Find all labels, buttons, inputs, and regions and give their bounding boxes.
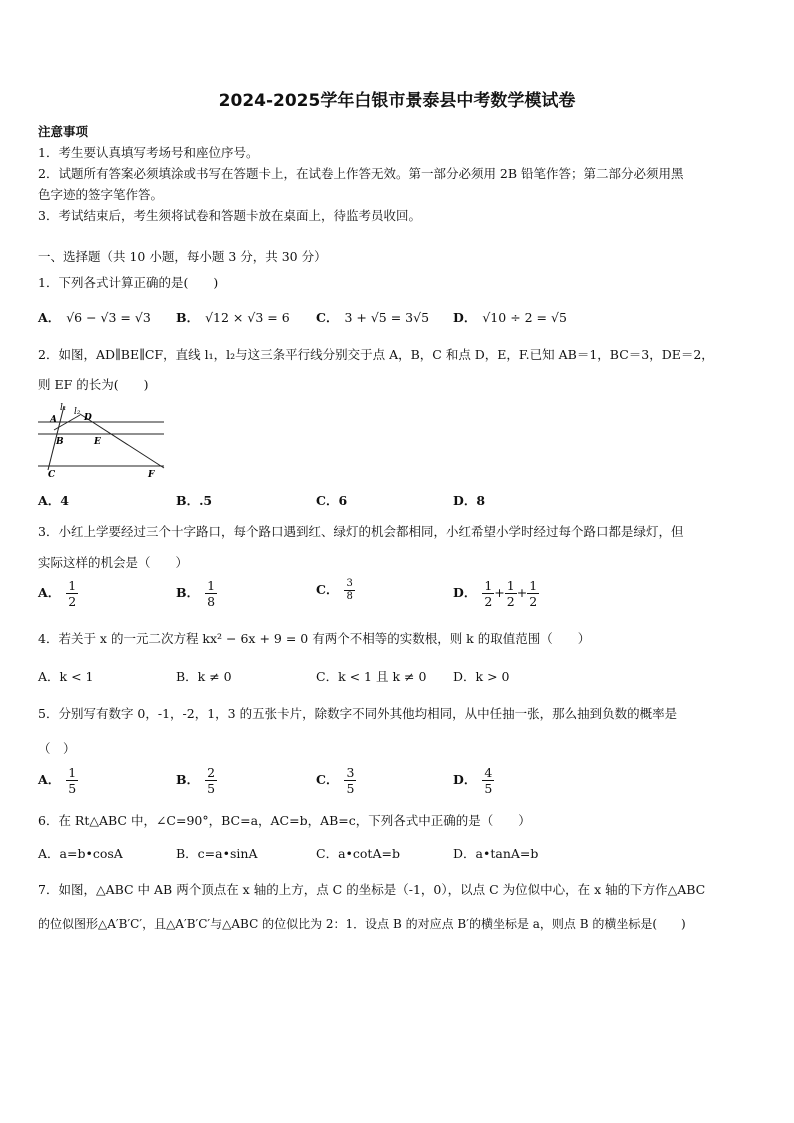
option-label: C． (316, 582, 339, 597)
label-l1: l₁ (60, 403, 67, 413)
q6-stem: 6．在 Rt△ABC 中，∠C=90°，BC=a，AC=b，AB=c，下列各式中正确的是（ ） (38, 813, 531, 828)
fraction (66, 765, 78, 796)
numerator: 3 (346, 578, 353, 589)
numerator: 1 (529, 578, 538, 593)
plus-sign: + (494, 585, 505, 600)
numerator: 1 (68, 765, 77, 780)
option-label: A． (38, 310, 61, 325)
denominator: 8 (207, 594, 216, 609)
q2-stem: 2．如图，AD∥BE∥CF，直线 l₁，l₂与这三条平行线分别交于点 A，B，C 和点 D，E，F.已知 AB＝1，BC＝3，DE＝2， (38, 347, 714, 362)
option-label: D． (453, 585, 477, 600)
notice-item: 2．试题所有答案必须填涂或书写在答题卡上，在试卷上作答无效。第一部分必须用 2B 铅笔作答；第二部分必须用黑 (38, 166, 684, 181)
option-label: B． (176, 310, 200, 325)
label-l2: l₂ (74, 407, 81, 417)
q5-stem: （ ） (38, 741, 76, 756)
option-label: D． (453, 310, 477, 325)
q2-stem: 则 EF 的长为( ) (38, 377, 149, 392)
fraction (482, 578, 494, 609)
q2-option-d[interactable]: D．8 (453, 493, 486, 508)
fraction (344, 578, 354, 603)
q1-stem: 1．下列各式计算正确的是( ) (38, 275, 219, 290)
q4-stem: 4．若关于 x 的一元二次方程 kx² − 6x + 9 = 0 有两个不相等的实数根，则 k 的取值范围（ ） (38, 631, 591, 646)
label-c: C (48, 470, 56, 480)
option-label: B． (176, 585, 200, 600)
q3-stem: 实际这样的机会是（ ） (38, 555, 189, 570)
option-label: B． (176, 772, 200, 787)
denominator: 5 (68, 781, 77, 796)
option-label: A． (38, 585, 61, 600)
q2-option-a[interactable]: A．4 (38, 493, 69, 508)
numerator: 3 (346, 765, 355, 780)
q1-option-a[interactable] (38, 308, 151, 326)
q5-stem: 5．分别写有数字 0，-1，-2，1，3 的五张卡片，除数字不同外其他均相同，从中任抽一张，那么抽到负数的概率是 (38, 706, 678, 721)
option-label: C． (316, 310, 339, 325)
q1-option-d[interactable] (453, 308, 567, 326)
denominator: 5 (207, 781, 216, 796)
q5-option-d[interactable] (453, 765, 494, 796)
label-a: A (50, 415, 57, 425)
q5-option-a[interactable] (38, 765, 78, 796)
numerator: 2 (207, 765, 216, 780)
q5-option-b[interactable] (176, 765, 217, 796)
q4-option-a[interactable]: A．k < 1 (38, 669, 94, 684)
q7-stem: 的位似图形△A′B′C′，且△A′B′C′与△ABC 的位似比为 2：1．设点 B 的对应点 B′的横坐标是 a，则点 B 的横坐标是( ) (38, 917, 686, 931)
label-d: D (84, 413, 92, 423)
notice-item: 色字迹的签字笔作答。 (38, 187, 164, 202)
denominator: 2 (506, 594, 515, 609)
q6-option-c[interactable]: C．a•cotA=b (316, 846, 400, 861)
q3-option-b[interactable] (176, 578, 217, 609)
denominator: 8 (346, 591, 353, 602)
page-title: 2024-2025学年白银市景泰县中考数学模试卷 (218, 91, 576, 111)
numerator: 1 (68, 578, 77, 593)
q3-stem: 3．小红上学要经过三个十字路口，每个路口遇到红、绿灯的机会都相同，小红希望小学时经过每个路口都是绿灯，但 (38, 524, 684, 539)
q4-option-d[interactable]: D．k > 0 (453, 669, 510, 684)
q6-option-d[interactable]: D．a•tanA=b (453, 846, 539, 861)
fraction (66, 578, 78, 609)
numerator: 1 (506, 578, 515, 593)
q7-stem: 7．如图，△ABC 中 AB 两个顶点在 x 轴的上方，点 C 的坐标是（-1，0），以点 C 为位似中心，在 x 轴的下方作△ABC (38, 882, 706, 897)
label-b: B (56, 437, 64, 447)
q3-option-d[interactable] (453, 578, 539, 609)
option-expr: √12 × √3 = 6 (205, 310, 290, 325)
section-heading: 一、选择题（共 10 小题，每小题 3 分，共 30 分） (38, 249, 327, 264)
q6-option-b[interactable]: B．c=a•sinA (176, 846, 258, 861)
fraction (205, 765, 217, 796)
fraction (344, 765, 356, 796)
option-expr: √6 − √3 = √3 (66, 310, 151, 325)
q5-option-c[interactable] (316, 765, 356, 796)
denominator: 5 (484, 781, 493, 796)
denominator: 2 (529, 594, 538, 609)
option-label: A． (38, 772, 61, 787)
denominator: 5 (346, 781, 355, 796)
q1-option-c[interactable] (316, 308, 429, 326)
q2-option-c[interactable]: C．6 (316, 493, 348, 508)
option-expr: 3 + √5 = 3√5 (344, 310, 430, 325)
q6-option-a[interactable]: A．a=b•cosA (38, 846, 123, 861)
option-expr: √10 ÷ 2 = √5 (482, 310, 567, 325)
option-label: D． (453, 772, 477, 787)
numerator: 1 (207, 578, 216, 593)
option-label: C． (316, 772, 339, 787)
q2-option-b[interactable]: B．.5 (176, 493, 213, 508)
label-e: E (94, 437, 101, 447)
notice-item: 1．考生要认真填写考场号和座位序号。 (38, 145, 259, 160)
q3-option-a[interactable] (38, 578, 78, 609)
q3-option-c[interactable] (316, 578, 355, 603)
notice-heading: 注意事项 (38, 124, 89, 139)
plus-sign: + (516, 585, 528, 600)
q4-option-b[interactable]: B．k ≠ 0 (176, 669, 232, 684)
q1-option-b[interactable] (176, 308, 290, 326)
numerator: 4 (484, 765, 493, 780)
notice-item: 3．考试结束后，考生须将试卷和答题卡放在桌面上，待监考员收回。 (38, 208, 421, 223)
parallel-lines-figure (36, 400, 176, 480)
fraction (482, 765, 494, 796)
denominator: 2 (484, 594, 493, 609)
denominator: 2 (68, 594, 77, 609)
fraction (205, 578, 217, 609)
fraction (505, 578, 517, 609)
numerator: 1 (484, 578, 493, 593)
q4-option-c[interactable]: C．k < 1 且 k ≠ 0 (316, 669, 427, 684)
label-f: F (148, 470, 155, 480)
fraction (527, 578, 539, 609)
